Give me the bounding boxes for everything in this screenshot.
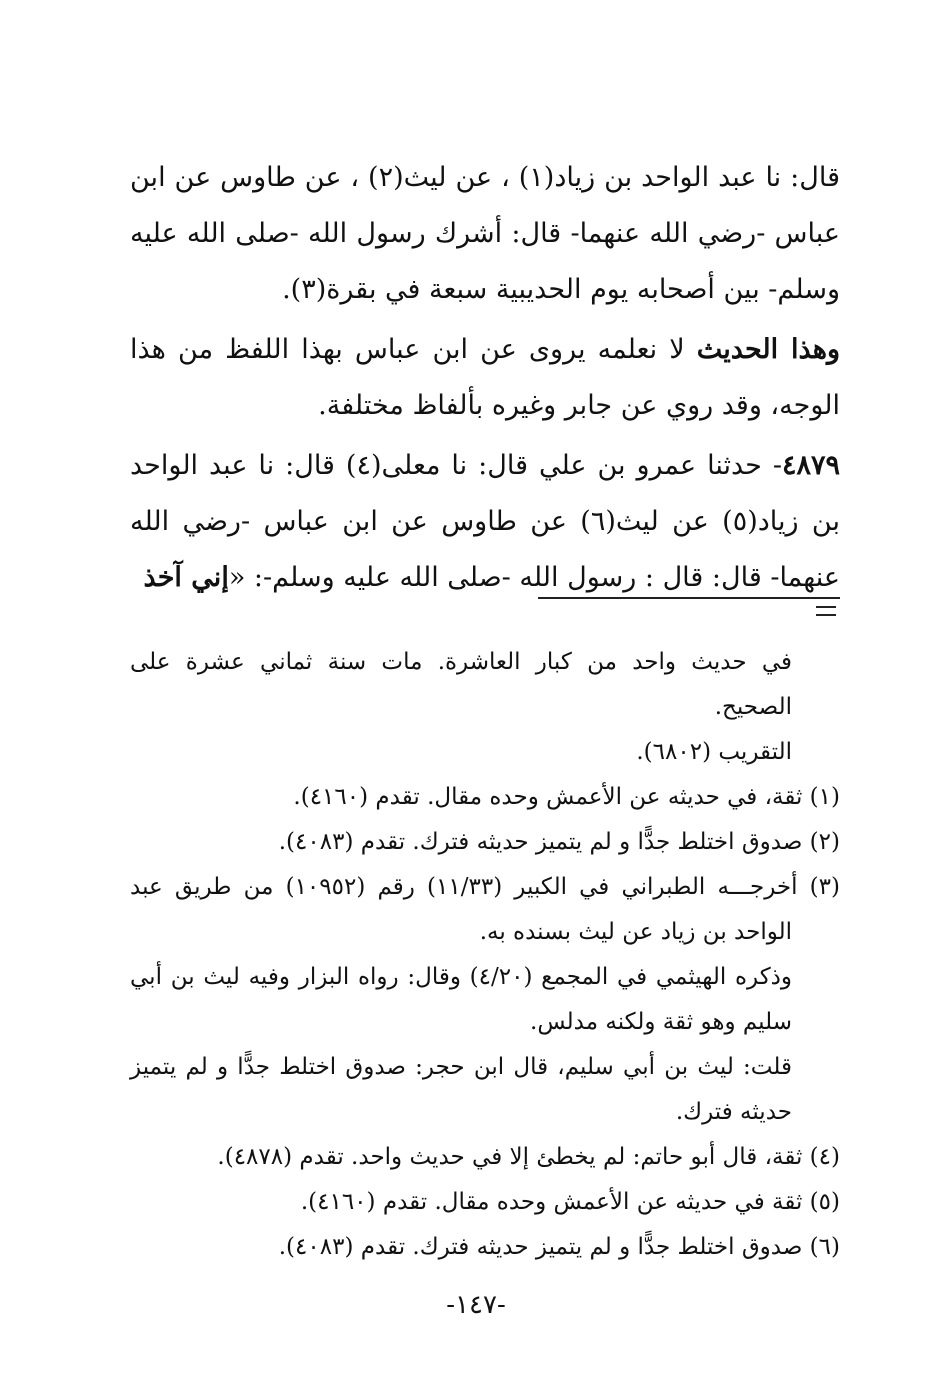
paragraph-2 — [130, 322, 840, 434]
footnote-separator — [538, 597, 840, 599]
hadith-text: - حدثنا عمرو بن علي قال: نا معلى(٤) قال: نا عبد الواحد بن زياد(٥) عن ليث(٦) عن طاوس عن ابن عباس -رضي الله عنهما- قال: قال : رسول الله -صلى الله عليه وسلم-: « — [130, 450, 840, 593]
continuation-mark — [816, 600, 836, 622]
paragraph-2-rest: لا نعلمه يروى عن ابن عباس بهذا اللفظ من هذا الوجه، وقد روي عن جابر وغيره بألفاظ مختلفة. — [130, 334, 840, 421]
hadith-text-bold-end: إني آخذ — [143, 562, 229, 593]
footnote-6: (٦) صدوق اختلط جدًّا و لم يتميز حديثه فترك. تقدم (٤٠٨٣). — [278, 1234, 840, 1260]
page-number: -١٤٧- — [446, 1290, 506, 1320]
footnote-5: (٥) ثقة في حديثه عن الأعمش وحده مقال. تقدم (٤١٦٠). — [300, 1189, 840, 1215]
main-text — [130, 150, 840, 610]
hadith-number: ٤٨٧٩ — [781, 450, 840, 481]
paragraph-2-lead: وهذا الحديث — [696, 334, 840, 365]
footnote-4: (٤) ثقة، قال أبو حاتم: لم يخطئ إلا في حديث واحد. تقدم (٤٨٧٨). — [217, 1144, 840, 1170]
paragraph-1: قال: نا عبد الواحد بن زياد(١) ، عن ليث(٢) ، عن طاوس عن ابن عباس -رضي الله عنهما- قال: أشرك رسول الله -صلى الله عليه وسلم- بين أصحابه يوم الحديبية سبعة في بقرة(٣). — [130, 162, 840, 305]
footnote-carry-1: في حديث واحد من كبار العاشرة. مات سنة ثماني عشرة على الصحيح. — [130, 649, 792, 720]
footnote-1: (١) ثقة، في حديثه عن الأعمش وحده مقال. تقدم (٤١٦٠). — [293, 784, 840, 810]
footnote-2: (٢) صدوق اختلط جدًّا و لم يتميز حديثه فترك. تقدم (٤٠٨٣). — [278, 829, 840, 855]
hadith-paragraph — [130, 438, 840, 606]
footnote-carry-2: التقريب (٦٨٠٢). — [636, 739, 792, 765]
footnote-3-c: قلت: ليث بن أبي سليم، قال ابن حجر: صدوق اختلط جدًّا و لم يتميز حديثه فترك. — [130, 1054, 792, 1125]
footnote-3: (٣) أخرجـــه الطبراني في الكبير (١١/٣٣) رقم (١٠٩٥٢) من طريق عبد الواحد بن زياد عن ليث بسنده به. — [130, 874, 840, 945]
footnote-3-b: وذكره الهيثمي في المجمع (٤/٢٠) وقال: رواه البزار وفيه ليث بن أبي سليم وهو ثقة ولكنه مدلس. — [130, 964, 792, 1035]
footnotes — [130, 640, 840, 1270]
